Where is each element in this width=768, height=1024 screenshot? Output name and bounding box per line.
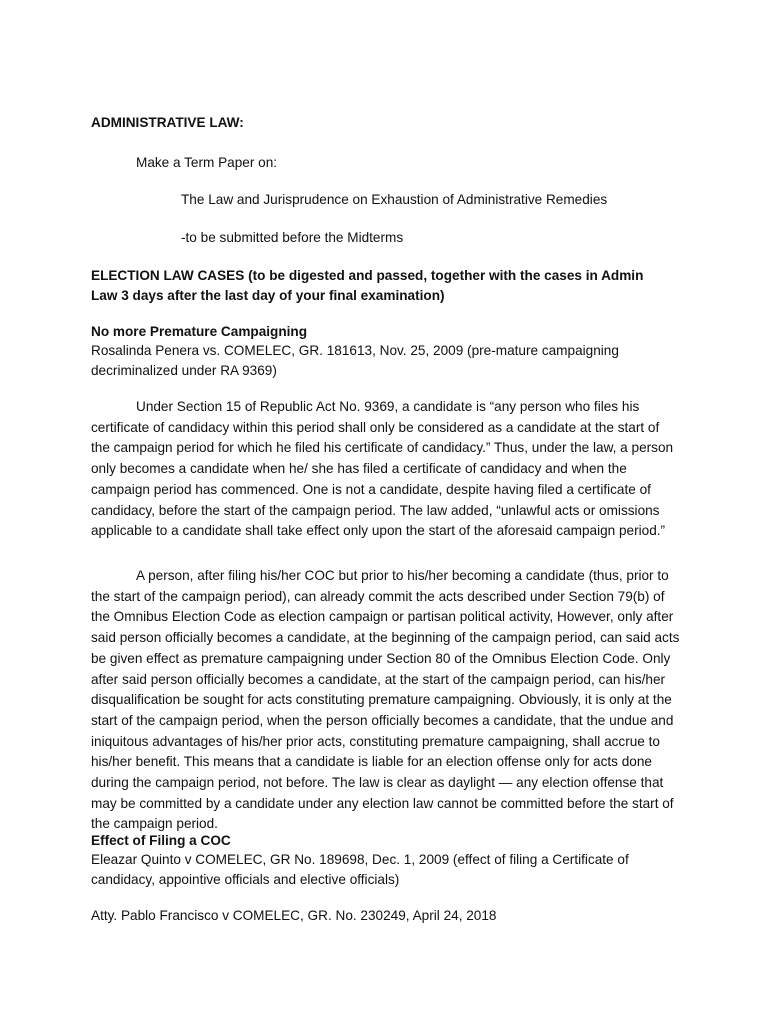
- term-paper-deadline: -to be submitted before the Midterms: [181, 230, 404, 245]
- case-citation-quinto: Eleazar Quinto v COMELEC, GR No. 189698, Dec. 1, 2009 (effect of filing a Certificate of candidacy, appointive officials and elective officials): [91, 852, 629, 887]
- section-title-premature-campaigning: No more Premature Campaigning: [91, 324, 308, 339]
- paragraph-premature-campaigning: A person, after filing his/her COC but prior to his/her becoming a candidate (thus, prior to the start of the campaign period), can already commit the acts described under Section 79(b) of the Omnibus Election Code as election campaign or partisan political activity, However, only after said person officially becomes a candidate, at the beginning of the campaign period, can said acts be given effect as premature campaigning under Section 80 of the Omnibus Election Code. Only after said person officially becomes a candidate, at the start of the campaign period, can his/her disqualification be sought for acts constituting premature campaigning. Obviously, it is only at the start of the campaign period, when the person officially becomes a candidate, that the undue and iniquitous advantages of his/her prior acts, constituting premature campaigning, shall accrue to his/her benefit. This means that a candidate is liable for an election offense only for acts done during the campaign period, not before. The law is clear as daylight — any election offense that may be committed by a candidate under any election law cannot be committed before the start of the campaign period.: [91, 568, 680, 832]
- case-citation-penera: Rosalinda Penera vs. COMELEC, GR. 181613, Nov. 25, 2009 (pre-mature campaigning decriminalized under RA 9369): [91, 343, 619, 378]
- case-citation-francisco: Atty. Pablo Francisco v COMELEC, GR. No. 230249, April 24, 2018: [91, 908, 497, 923]
- admin-law-heading: ADMINISTRATIVE LAW:: [91, 115, 244, 130]
- paragraph-section-15: Under Section 15 of Republic Act No. 9369, a candidate is “any person who files his certificate of candidacy within this period shall only be considered as a candidate at the start of the campaign period for which he filed his certificate of candidacy.” Thus, under the law, a person only becomes a candidate when he/ she has filed a certificate of candidacy and when the campaign period has commenced. One is not a candidate, despite having filed a certificate of candidacy, before the start of the campaign period. The law added, “unlawful acts or omissions applicable to a candidate shall take effect only upon the start of the aforesaid campaign period.”: [91, 399, 674, 539]
- term-paper-instruction: Make a Term Paper on:: [136, 155, 278, 170]
- section-title-effect-of-filing: Effect of Filing a COC: [91, 833, 231, 848]
- election-law-heading: ELECTION LAW CASES (to be digested and passed, together with the cases in Admin Law 3 days after the last day of your final examination): [91, 268, 644, 303]
- term-paper-topic: The Law and Jurisprudence on Exhaustion of Administrative Remedies: [181, 192, 608, 207]
